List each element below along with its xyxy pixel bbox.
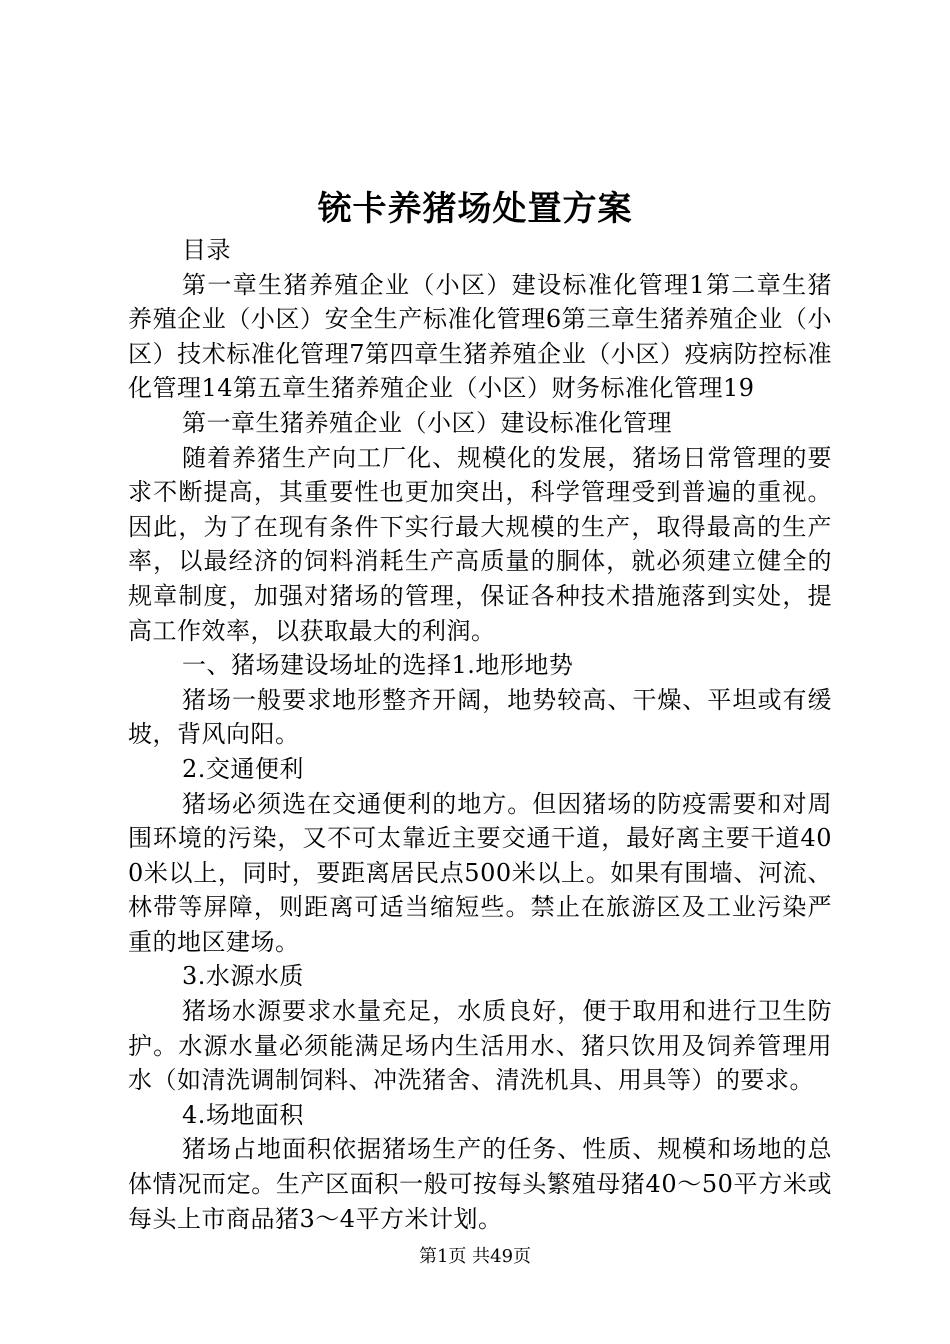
intro-paragraph: 随着养猪生产向工厂化、规模化的发展，猪场日常管理的要求不断提高，其重要性也更加突出，科学管理受到普遍的重视。因此，为了在现有条件下实行最大规模的生产，取得最高的生产率，以最经济的饲料消耗生产高质量的胴体，就必须建立健全的规章制度，加强对猪场的管理，保证各种技术措施落到实处，提高工作效率，以获取最大的利润。: [128, 443, 832, 645]
page-number-footer: 第1页 共49页: [418, 1246, 532, 1267]
subheading-transport: 2.交通便利: [182, 754, 304, 783]
paragraph-area: 猪场占地面积依据猪场生产的任务、性质、规模和场地的总体情况而定。生产区面积一般可按每头繁殖母猪40～50平方米或每头上市商品猪3～4平方米计划。: [128, 1135, 832, 1233]
chapter-heading: 第一章生猪养殖企业（小区）建设标准化管理: [182, 408, 672, 437]
document-body: [128, 233, 832, 1236]
paragraph-terrain: 猪场一般要求地形整齐开阔，地势较高、干燥、平坦或有缓坡，背风向阳。: [128, 685, 832, 749]
toc-heading: 目录: [182, 236, 231, 264]
toc-entries: 第一章生猪养殖企业（小区）建设标准化管理1第二章生猪养殖企业（小区）安全生产标准化管理6第三章生猪养殖企业（小区）技术标准化管理7第四章生猪养殖企业（小区）疫病防控标准化管理14第五章生猪养殖企业（小区）财务标准化管理19: [128, 270, 832, 403]
subheading-area: 4.场地面积: [182, 1100, 304, 1129]
paragraph-transport: 猪场必须选在交通便利的地方。但因猪场的防疫需要和对周围环境的污染，又不可太靠近主要交通干道，最好离主要干道400米以上，同时，要距离居民点500米以上。如果有围墙、河流、林带等屏障，则距离可适当缩短些。禁止在旅游区及工业污染严重的地区建场。: [128, 789, 832, 956]
paragraph-water: 猪场水源要求水量充足，水质良好，便于取用和进行卫生防护。水源水量必须能满足场内生活用水、猪只饮用及饲养管理用水（如清洗调制饲料、冲洗猪舍、清洗机具、用具等）的要求。: [128, 997, 832, 1095]
subheading-water: 3.水源水质: [182, 962, 304, 991]
document-title: 铳卡养猪场处置方案: [317, 189, 633, 229]
section-heading-site-selection: 一、猪场建设场址的选择1.地形地势: [182, 651, 574, 680]
